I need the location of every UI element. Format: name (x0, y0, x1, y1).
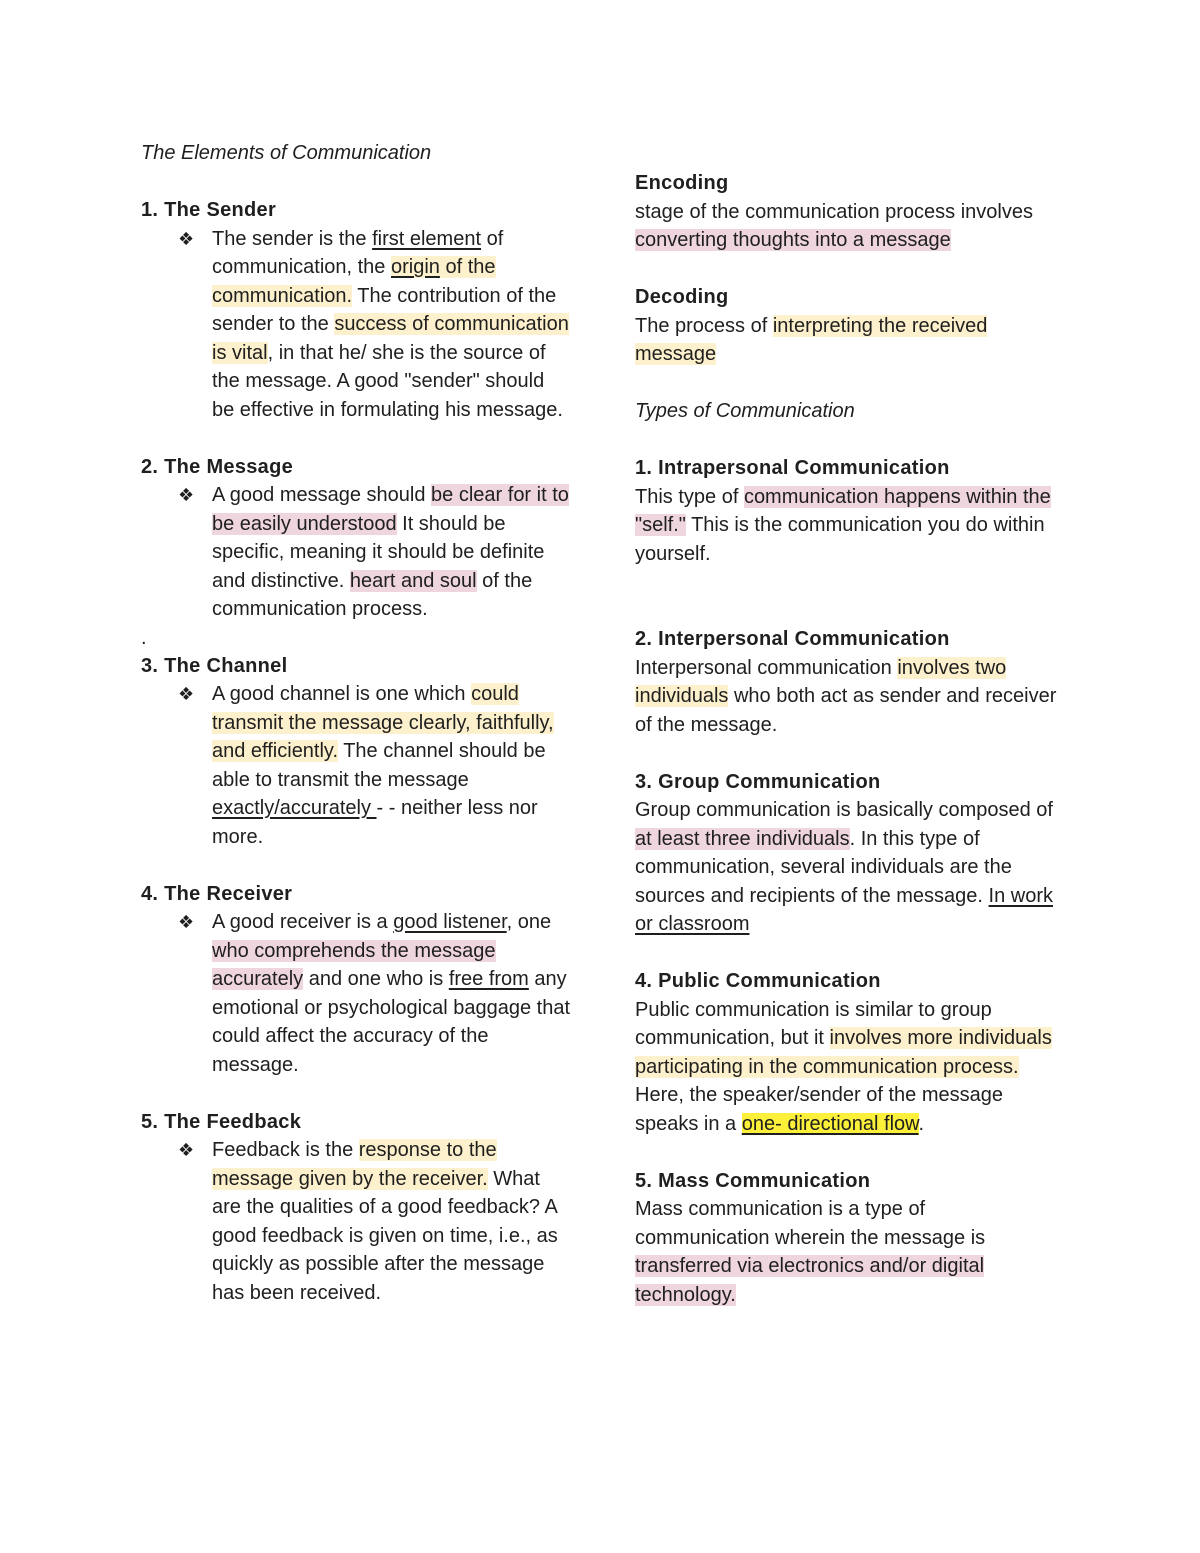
channel-bullet (141, 680, 571, 851)
message-bullet (141, 481, 571, 624)
diamond-bullet-icon: ❖ (178, 684, 195, 704)
intrapersonal-body (635, 483, 1065, 569)
underlined-text: exactly/accurately (212, 797, 377, 819)
text: - - neither less nor more. (212, 797, 538, 848)
underlined-text: free from (448, 968, 529, 990)
highlight-pink: transferred via electronics and/or digital technology. (635, 1255, 985, 1306)
highlight-pink: who comprehends the message accurately (212, 939, 496, 990)
types-title: Types of Communication (635, 400, 855, 422)
diamond-bullet-icon: ❖ (178, 1140, 195, 1160)
mass-body (635, 1195, 1065, 1309)
highlight-yellow: involves two individuals (635, 656, 1007, 707)
highlight-pink: at least three individuals (635, 827, 850, 850)
encoding-body (635, 198, 1065, 255)
diamond-bullet-icon: ❖ (178, 485, 195, 505)
text: of the communication process. (212, 569, 533, 620)
text: of communication, the (212, 227, 504, 278)
underlined-text: first element (372, 227, 482, 250)
public-heading: 4. Public Communication (635, 970, 881, 992)
highlight-bright-yellow: one- directional flow (741, 1112, 919, 1135)
highlight-yellow: response to the message given by the receiver. (212, 1139, 497, 1190)
text: , one (506, 911, 552, 933)
encoding-heading: Encoding (635, 172, 729, 194)
mass-heading: 5. Mass Communication (635, 1169, 871, 1192)
feedback-bullet (141, 1136, 571, 1307)
receiver-heading: 4. The Receiver (141, 882, 293, 905)
group-heading: 3. Group Communication (635, 770, 881, 793)
text: A good receiver is a (212, 911, 394, 933)
highlight-pink: be clear for it to be easily understood (212, 484, 569, 535)
text: The channel should be able to transmit the message (212, 740, 546, 791)
text: who both act as sender and receiver of the message. (635, 685, 1057, 736)
text: any emotional or psychological baggage that could affect the accuracy of the message. (212, 968, 571, 1076)
left-column (141, 139, 571, 1307)
highlight-pink: heart and soul (349, 569, 477, 592)
public-body (635, 996, 1065, 1139)
interpersonal-heading: 2. Interpersonal Communication (635, 628, 950, 650)
diamond-bullet-icon: ❖ (178, 228, 195, 249)
underlined-text: good listener (393, 911, 507, 933)
decoding-body (635, 312, 1065, 369)
text: It should be specific, meaning it should be definite and distinctive. (212, 512, 545, 592)
text: Mass communication is a type of communication wherein the message is (635, 1198, 986, 1249)
elements-title: The Elements of Communication (141, 142, 432, 164)
highlight-yellow: could transmit the message clearly, faithfully, and efficiently. (212, 683, 554, 762)
highlight-yellow: interpreting the received message (635, 314, 988, 365)
sender-bullet (141, 225, 571, 425)
text: This type of (635, 485, 744, 508)
text: Group communication is basically composed of (635, 799, 1053, 821)
text: This is the communication you do within yourself. (635, 514, 1045, 565)
highlight-pink: communication happens within the "self." (635, 485, 1051, 536)
text: stage of the communication process involves (635, 200, 1033, 223)
message-heading: 2. The Message (141, 455, 294, 478)
diamond-bullet-icon: ❖ (178, 912, 195, 932)
highlight-yellow: involves more individuals participating in the communication process. (635, 1027, 1052, 1078)
right-column (635, 169, 1065, 1309)
text: . (918, 1112, 925, 1135)
interpersonal-body (635, 654, 1065, 740)
text: Feedback is the (212, 1139, 359, 1161)
underlined-text: In work or classroom (635, 884, 1053, 935)
underlined-text: origin (390, 256, 440, 278)
text: What are the qualities of a good feedback? A good feedback is given on time, i.e., as quickly as possible after the message has been received. (212, 1167, 558, 1304)
feedback-heading: 5. The Feedback (141, 1110, 302, 1133)
highlight-yellow: success of communication is vital (212, 313, 569, 364)
channel-heading: 3. The Channel (141, 654, 288, 677)
decoding-heading: Decoding (635, 286, 729, 308)
text: A good message should (212, 484, 432, 506)
highlight-yellow: of the communication. (212, 256, 496, 307)
text: The process of (635, 314, 773, 337)
text: The sender is the (212, 227, 373, 250)
text: The contribution of the sender to the (212, 284, 557, 335)
receiver-bullet (141, 908, 571, 1079)
text: and one who is (303, 968, 449, 990)
text: A good channel is one which (212, 683, 472, 705)
highlight-pink: converting thoughts into a message (635, 229, 951, 251)
text: , in that he/ she is the source of the message. A good "sender" should be effective in formulating his message. (212, 341, 563, 421)
text: Public communication is similar to group communication, but it (635, 998, 992, 1049)
sender-heading: 1. The Sender (141, 199, 277, 221)
text: . In this type of communication, several individuals are the sources and recipients of the message. (635, 827, 1012, 907)
text: Interpersonal communication (635, 656, 898, 679)
stray-dot: . (141, 626, 147, 649)
text: Here, the speaker/sender of the message speaks in a (635, 1084, 1003, 1135)
intrapersonal-heading: 1. Intrapersonal Communication (635, 457, 950, 479)
group-body (635, 796, 1065, 939)
